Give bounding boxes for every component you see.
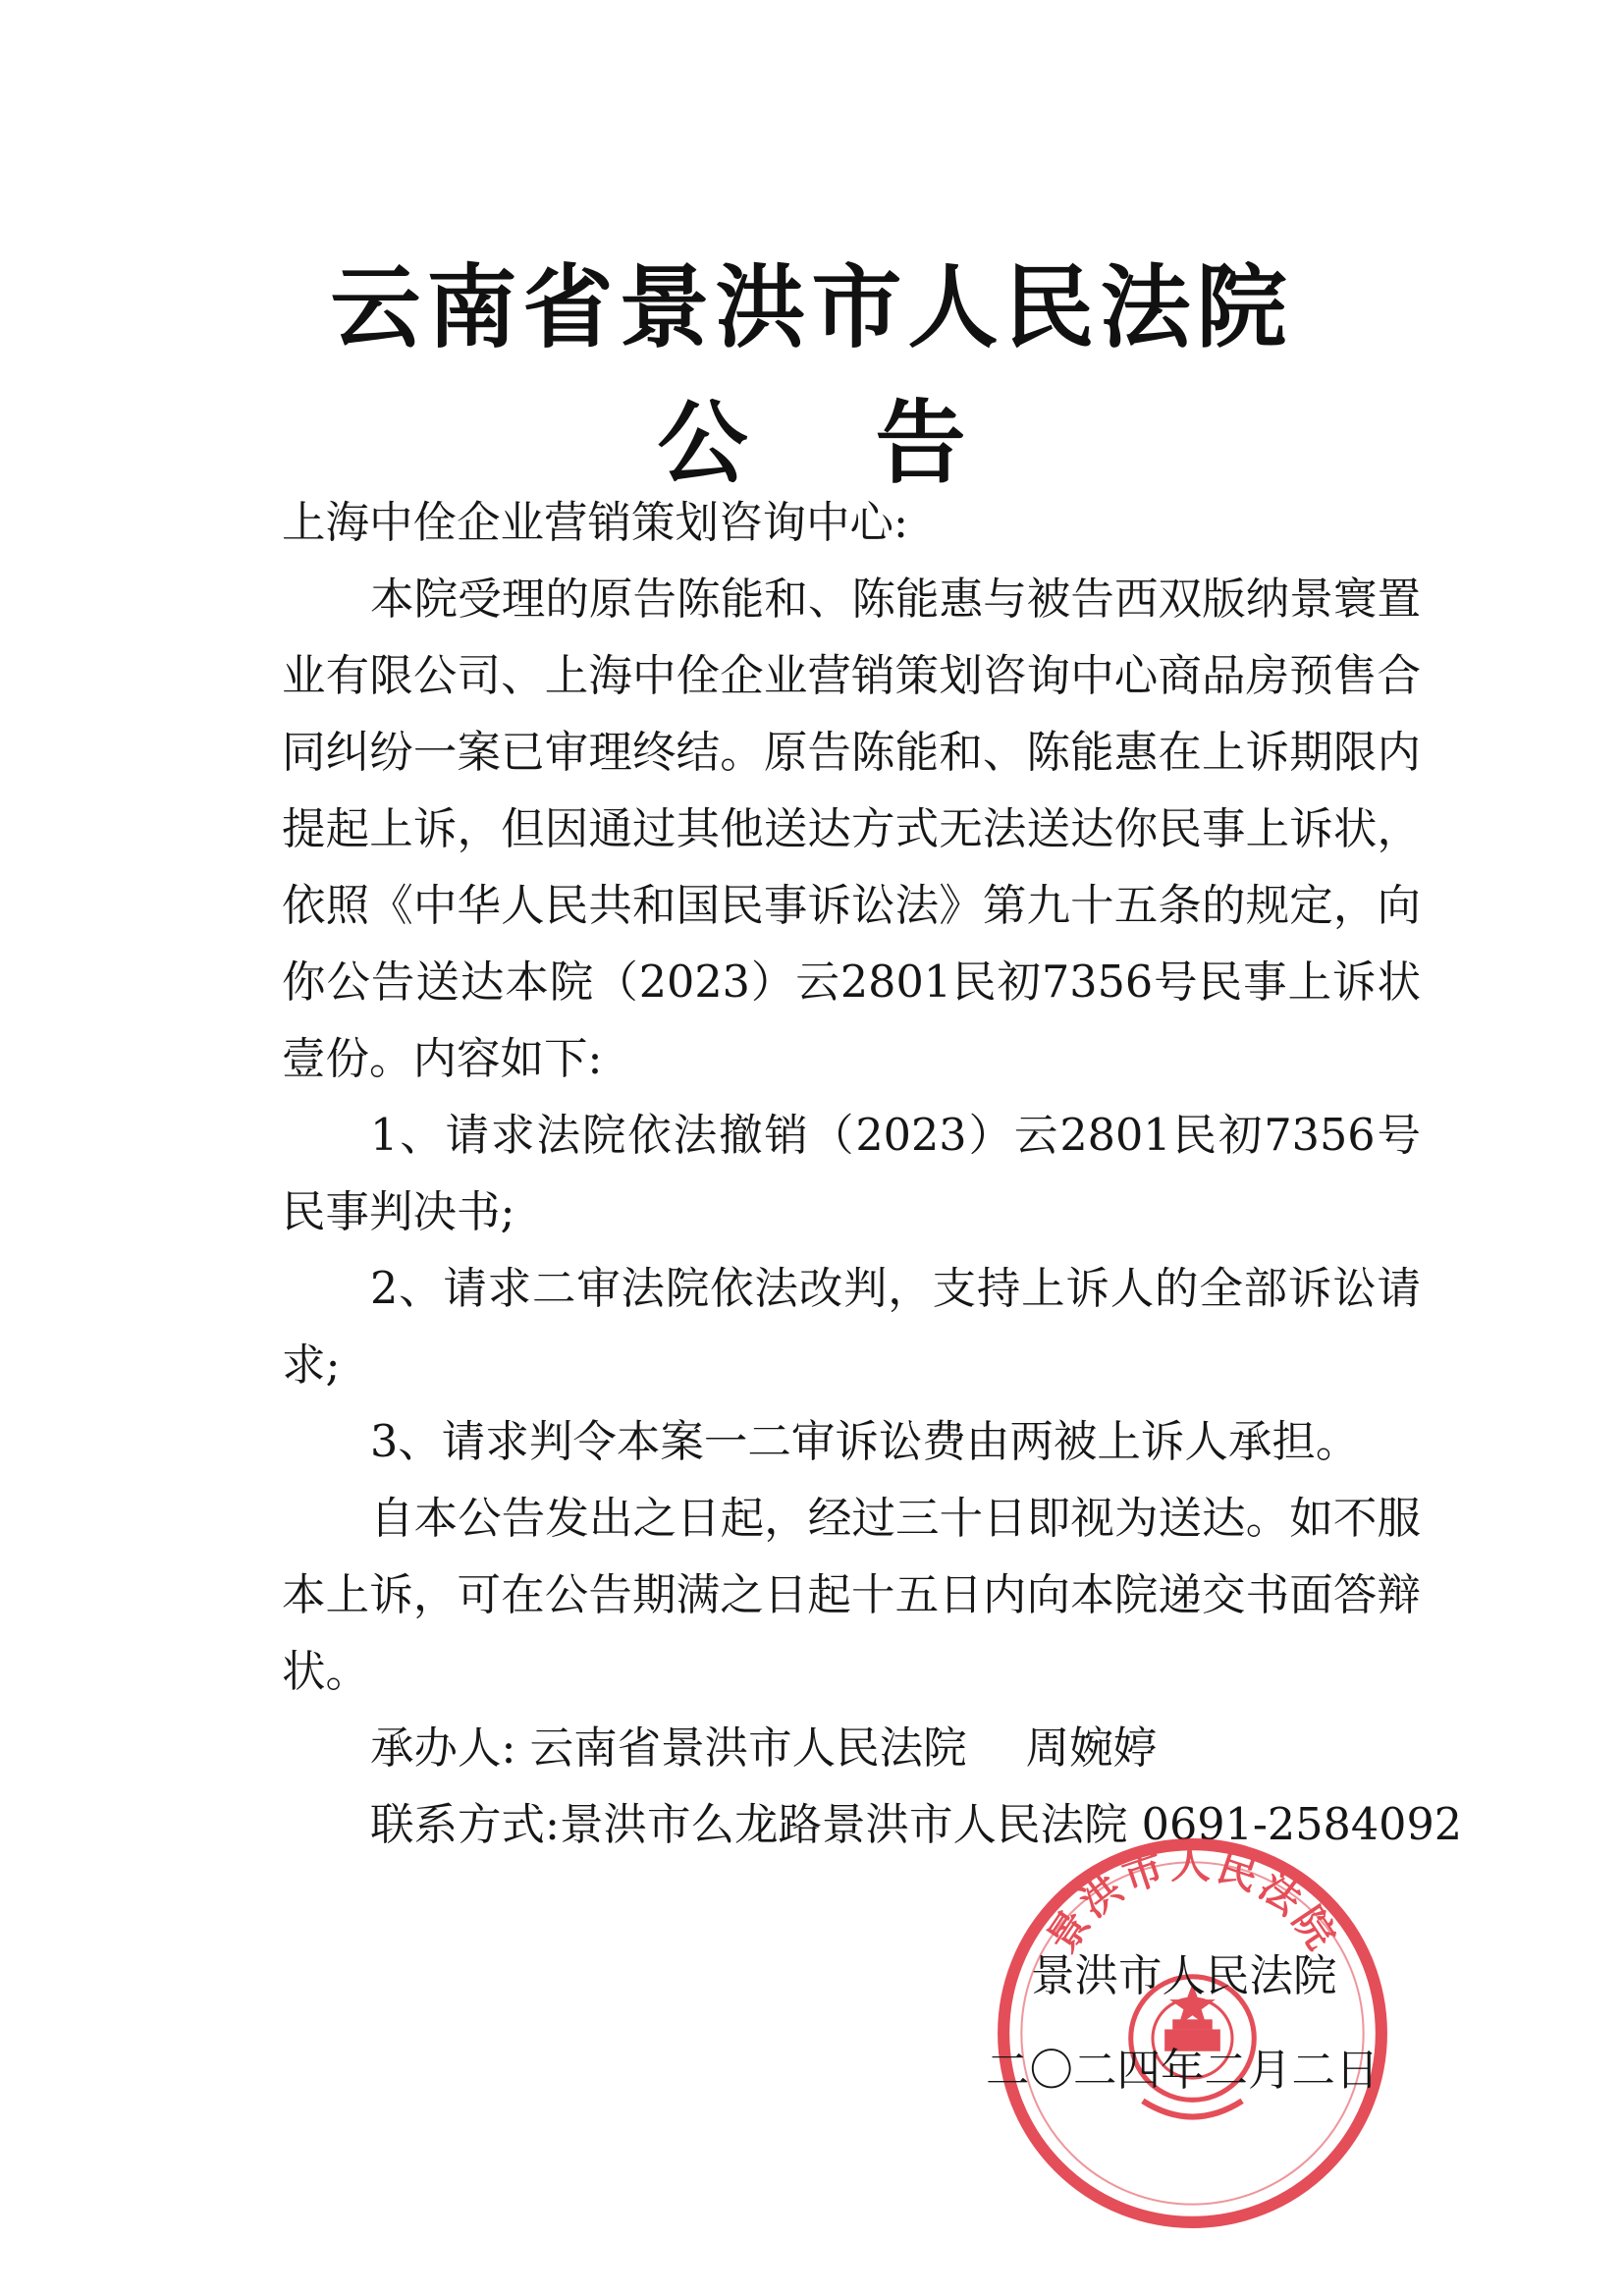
- handler-name: 周婉婷: [1025, 1723, 1158, 1774]
- seal-text: 景洪市人民法院: [1038, 1840, 1347, 1961]
- contact-value: 景洪市么龙路景洪市人民法院 0691-2584092: [560, 1800, 1463, 1850]
- appeal-item-1: 1、请求法院依法撤销（2023）云2801民初7356号民事判决书;: [282, 1111, 1421, 1237]
- document-type-title: 公告: [657, 390, 1094, 496]
- appeal-item-2: 2、请求二审法院依法改判，支持上诉人的全部诉讼请求;: [282, 1264, 1421, 1391]
- handler-label: 承办人:: [370, 1723, 516, 1774]
- paragraph-case-description: 本院受理的原告陈能和、陈能惠与被告西双版纳景寰置业有限公司、上海中佺企业营销策划咨询中心商品房预售合同纠纷一案已审理终结。原告陈能和、陈能惠在上诉期限内提起上诉，但因通过其他送达方式无法送达你民事上诉状，依照《中华人民共和国民事诉讼法》第九十五条的规定，向你公告送达本院（2023）云2801民初7356号民事上诉状壹份。内容如下:: [282, 574, 1421, 1084]
- paragraph-service-terms: 自本公告发出之日起，经过三十日即视为送达。如不服本上诉，可在公告期满之日起十五日内向本院递交书面答辩状。: [282, 1494, 1421, 1697]
- signature-court: 景洪市人民法院: [1031, 1951, 1337, 2001]
- signature-date: 二〇二四年二月二日: [986, 2046, 1380, 2096]
- court-title: 云南省景洪市人民法院: [330, 254, 1293, 360]
- addressee: 上海中佺企业营销策划咨询中心:: [282, 498, 908, 548]
- appeal-item-3: 3、请求判令本案一二审诉讼费由两被上诉人承担。: [370, 1417, 1360, 1467]
- notice-body: [282, 485, 1463, 1864]
- handler-row: [282, 1711, 1421, 1787]
- handler-org: 云南省景洪市人民法院: [529, 1723, 967, 1774]
- contact-label: 联系方式:: [370, 1800, 560, 1850]
